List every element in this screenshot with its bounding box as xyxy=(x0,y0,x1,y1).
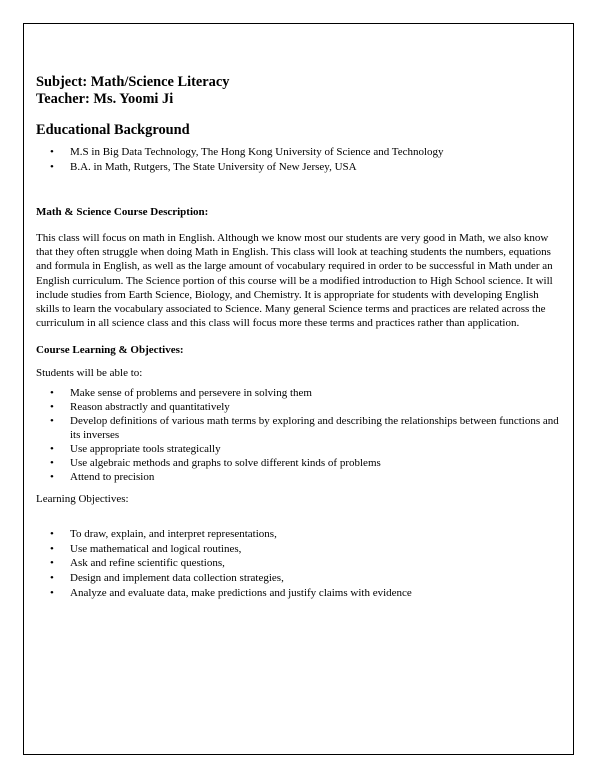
document-content xyxy=(36,74,561,601)
objectives-heading: Course Learning & Objectives: xyxy=(36,344,184,357)
course-description-heading: Math & Science Course Description: xyxy=(36,206,209,218)
skill-item: • Use appropriate tools strategically xyxy=(36,442,561,456)
learning-objective-item: • Ask and refine scientific questions, xyxy=(36,556,561,571)
learning-objectives-list xyxy=(36,527,561,601)
skills-list xyxy=(36,386,561,484)
skill-item: • Attend to precision xyxy=(36,470,561,484)
learning-objective-item: • Design and implement data collection strategies, xyxy=(36,571,561,586)
skill-item: • Use algebraic methods and graphs to solve different kinds of problems xyxy=(36,456,561,470)
students-intro: Students will be able to: xyxy=(36,367,143,380)
learning-objective-item: • Analyze and evaluate data, make predictions and justify claims with evidence xyxy=(36,586,561,601)
learning-objectives-label: Learning Objectives: xyxy=(36,492,129,505)
skill-item: • Reason abstractly and quantitatively xyxy=(36,400,561,414)
education-heading: Educational Background xyxy=(36,122,190,138)
education-item: • M.S in Big Data Technology, The Hong Kong University of Science and Technology xyxy=(36,145,561,160)
subject-line: Subject: Math/Science Literacy xyxy=(36,74,230,90)
skill-item: • Develop definitions of various math terms by exploring and describing the relationships between functions and its inverses xyxy=(36,414,561,442)
education-list xyxy=(36,145,561,174)
skill-item: • Make sense of problems and persevere in solving them xyxy=(36,386,561,400)
learning-objective-item: • To draw, explain, and interpret representations, xyxy=(36,527,561,542)
education-item: • B.A. in Math, Rutgers, The State University of New Jersey, USA xyxy=(36,160,561,175)
learning-objective-item: • Use mathematical and logical routines, xyxy=(36,542,561,557)
course-description: This class will focus on math in English. Although we know most our students are very good in Math, we also know that they often struggle when doing Math in English. This class will look at teaching students the numbers, equations and formula in English, as well as the large amount of vocabulary required in order to be successful in Math under an English curriculum. The Science portion of this course will be a modified introduction to High School science. It will include studies from Earth Science, Biology, and Chemistry. It is appropriate for students with developing English skills to learn the vocabulary associated to Science. Many general Science terms and practices are related across the curriculum in all science class and this class will focus more these terms and practices rather than application. xyxy=(36,232,553,330)
teacher-line: Teacher: Ms. Yoomi Ji xyxy=(36,91,174,107)
